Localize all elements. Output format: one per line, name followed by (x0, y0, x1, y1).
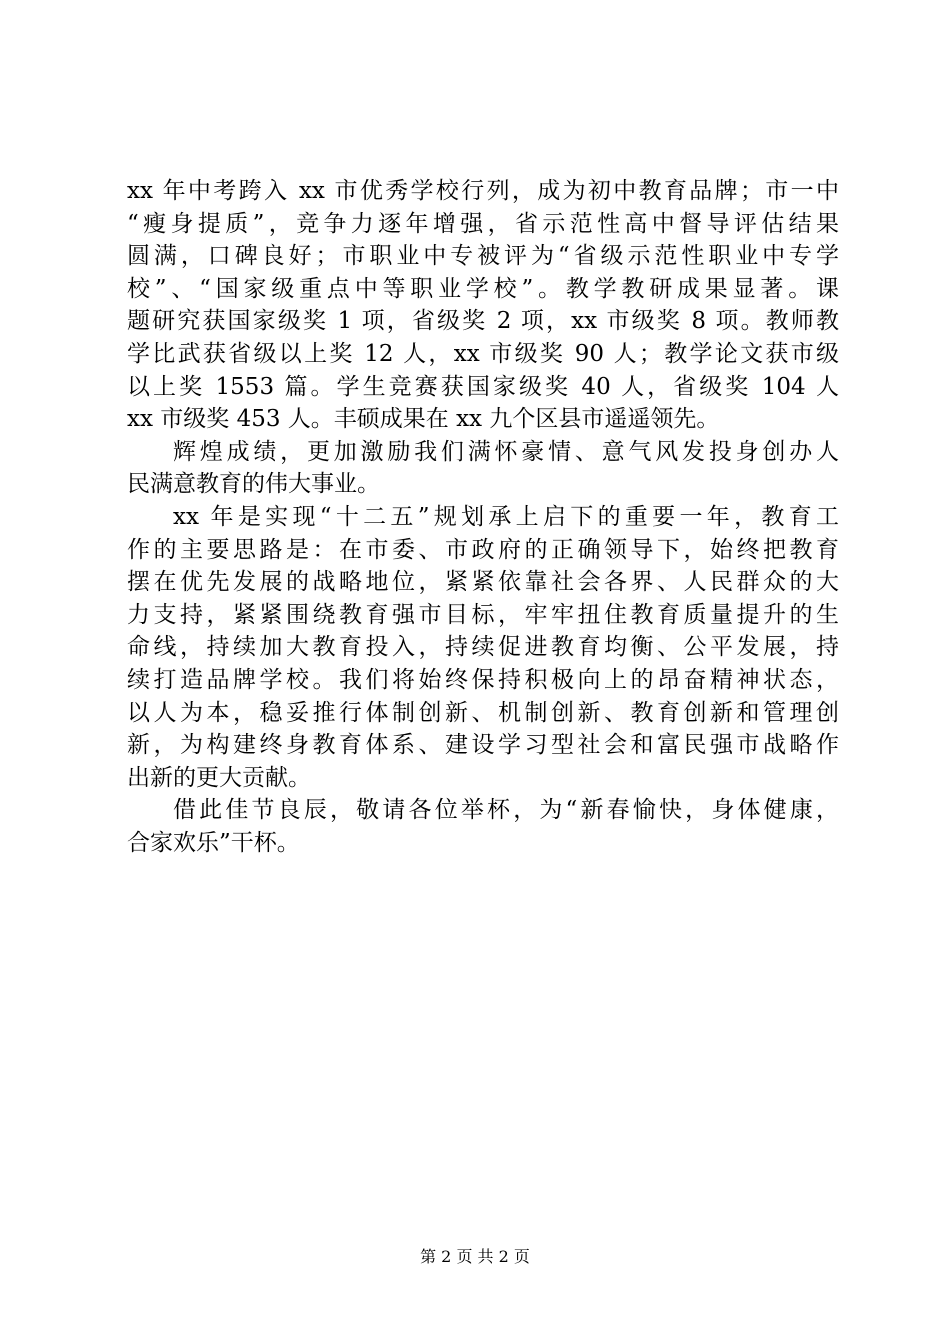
text-line: 命线，持续加大教育投入，持续促进教育均衡、公平发展，持 (127, 634, 839, 661)
text-line: 题研究获国家级奖 1 项，省级奖 2 项，xx 市级奖 8 项。教师教 (127, 308, 839, 335)
text-line: “瘦身提质”，竞争力逐年增强，省示范性高中督导评估结果 (127, 210, 839, 237)
text-line: xx 市级奖 453 人。丰硕成果在 xx 九个区县市遥遥领先。 (127, 406, 720, 433)
text-line: 出新的更大贡献。 (127, 764, 311, 791)
text-line: xx 年是实现“十二五”规划承上启下的重要一年，教育工 (173, 503, 839, 530)
text-line: 力支持，紧紧围绕教育强市目标，牢牢扭住教育质量提升的生 (127, 601, 839, 628)
text-line: 辉煌成绩，更加激励我们满怀豪情、意气风发投身创办人 (173, 438, 839, 465)
text-line: 民满意教育的伟大事业。 (127, 471, 380, 498)
paragraph-achievements (127, 175, 839, 436)
text-line: 借此佳节良辰，敬请各位举杯，为“新春愉快，身体健康， (173, 797, 839, 824)
text-line: 圆满，口碑良好；市职业中专被评为“省级示范性职业中专学 (127, 243, 839, 270)
paragraph-work-plan (127, 501, 839, 794)
page-number-label: 第 2 页 共 2 页 (420, 1247, 530, 1266)
text-line: 续打造品牌学校。我们将始终保持积极向上的昂奋精神状态， (127, 666, 839, 693)
text-line: 摆在优先发展的战略地位，紧紧依靠社会各界、人民群众的大 (127, 569, 839, 596)
document-body (127, 175, 839, 859)
text-line: 学比武获省级以上奖 12 人，xx 市级奖 90 人；教学论文获市级 (127, 340, 839, 367)
page-footer (0, 1244, 950, 1267)
text-line: 作的主要思路是：在市委、市政府的正确领导下，始终把教育 (127, 536, 839, 563)
text-line: 合家欢乐”干杯。 (127, 829, 300, 856)
text-line: 以人为本，稳妥推行体制创新、机制创新、教育创新和管理创 (127, 699, 839, 726)
paragraph-inspiration (127, 436, 839, 501)
text-line: 校”、“国家级重点中等职业学校”。教学教研成果显著。课 (127, 275, 839, 302)
text-line: 以上奖 1553 篇。学生竞赛获国家级奖 40 人，省级奖 104 人 (127, 373, 839, 400)
paragraph-toast (127, 794, 839, 859)
text-line: xx 年中考跨入 xx 市优秀学校行列，成为初中教育品牌；市一中 (127, 178, 839, 204)
text-line: 新，为构建终身教育体系、建设学习型社会和富民强市战略作 (127, 732, 839, 759)
